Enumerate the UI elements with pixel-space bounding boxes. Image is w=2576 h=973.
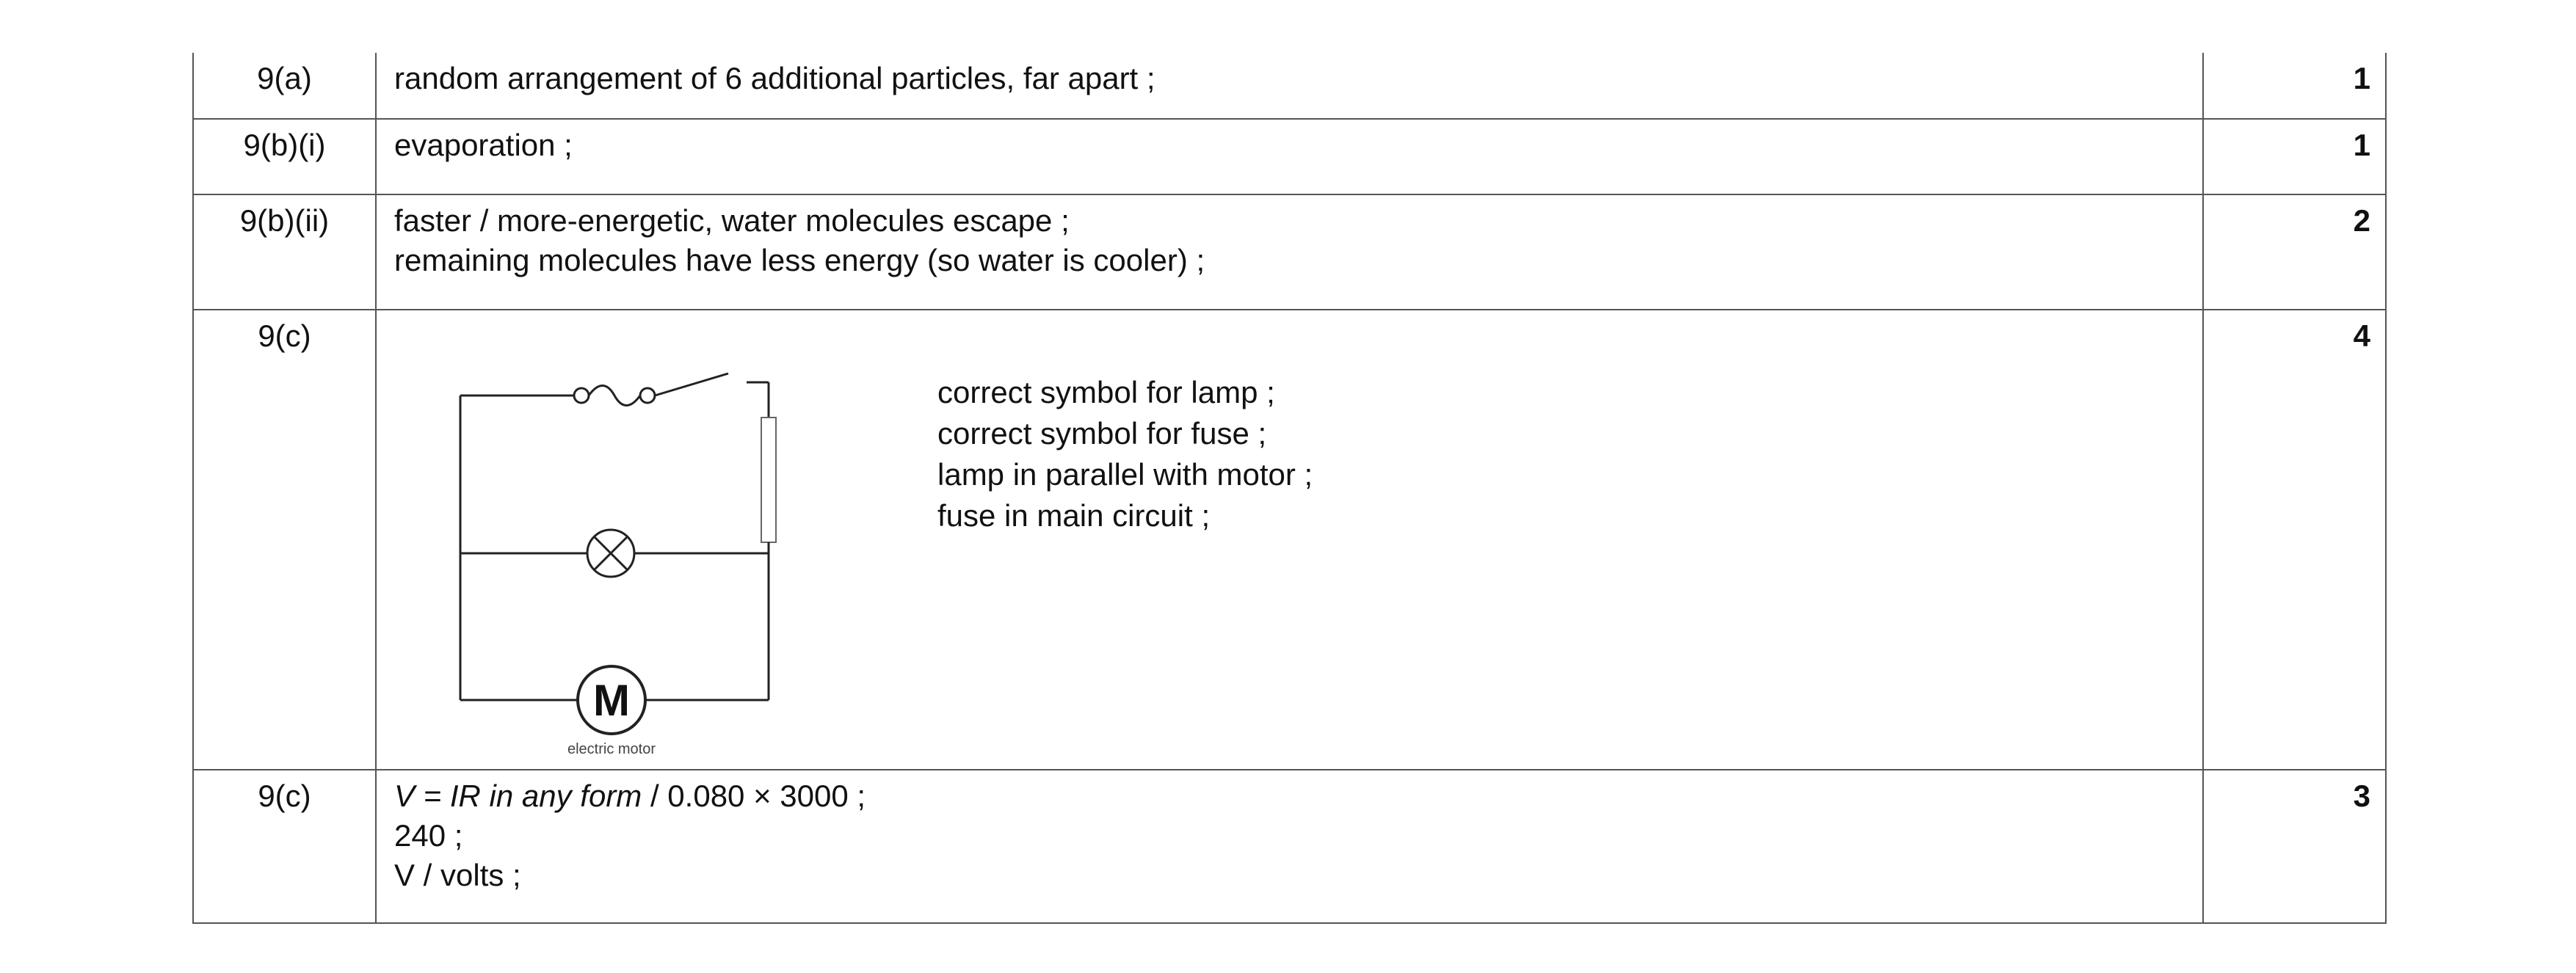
motor-caption: electric motor (567, 741, 656, 755)
question-number: 9(c) (193, 770, 376, 923)
table-row (193, 310, 2386, 770)
marks-cell: 4 (2203, 310, 2386, 770)
motor-letter: M (593, 676, 630, 725)
answer-line: evaporation ; (394, 128, 573, 162)
question-number: 9(c) (193, 310, 376, 770)
answer-cell (376, 119, 2203, 194)
answer-cell (376, 310, 2203, 770)
question-number: 9(a) (193, 53, 376, 119)
lamp-symbol (587, 530, 634, 577)
answer-line: remaining molecules have less energy (so water is cooler) ; (394, 243, 1205, 277)
table-row (193, 119, 2386, 194)
answer-line: random arrangement of 6 additional particles, far apart ; (394, 61, 1155, 95)
answer-line: lamp in parallel with motor ; (937, 457, 1313, 492)
marks-cell: 3 (2203, 770, 2386, 923)
circuit-answer (394, 316, 2202, 757)
formula-text: V = IR in any form (394, 779, 642, 813)
question-number: 9(b)(ii) (193, 194, 376, 310)
answer-line: correct symbol for lamp ; (937, 375, 1275, 409)
resistor-symbol (761, 418, 776, 542)
answer-cell (376, 770, 2203, 923)
marks-cell: 2 (2203, 194, 2386, 310)
answer-line: 240 ; (394, 818, 463, 853)
answer-line (394, 776, 2202, 816)
marks-cell: 1 (2203, 119, 2386, 194)
table-row (193, 770, 2386, 923)
mark-scheme-table (192, 53, 2387, 924)
answer-line: faster / more-energetic, water molecules escape ; (394, 203, 1070, 238)
answer-line: fuse in main circuit ; (937, 498, 1211, 533)
mark-scheme-page (192, 53, 2385, 924)
answer-line: correct symbol for fuse ; (937, 416, 1267, 451)
circuit-diagram (438, 329, 849, 755)
answer-line: V / volts ; (394, 858, 521, 892)
table-row (193, 53, 2386, 119)
marks-cell: 1 (2203, 53, 2386, 119)
answer-points (937, 372, 1313, 536)
question-number: 9(b)(i) (193, 119, 376, 194)
answer-cell (376, 53, 2203, 119)
fuse-symbol (574, 386, 655, 406)
formula-rest: / 0.080 × 3000 ; (642, 779, 866, 813)
switch-symbol (655, 373, 769, 396)
table-row (193, 194, 2386, 310)
answer-cell (376, 194, 2203, 310)
